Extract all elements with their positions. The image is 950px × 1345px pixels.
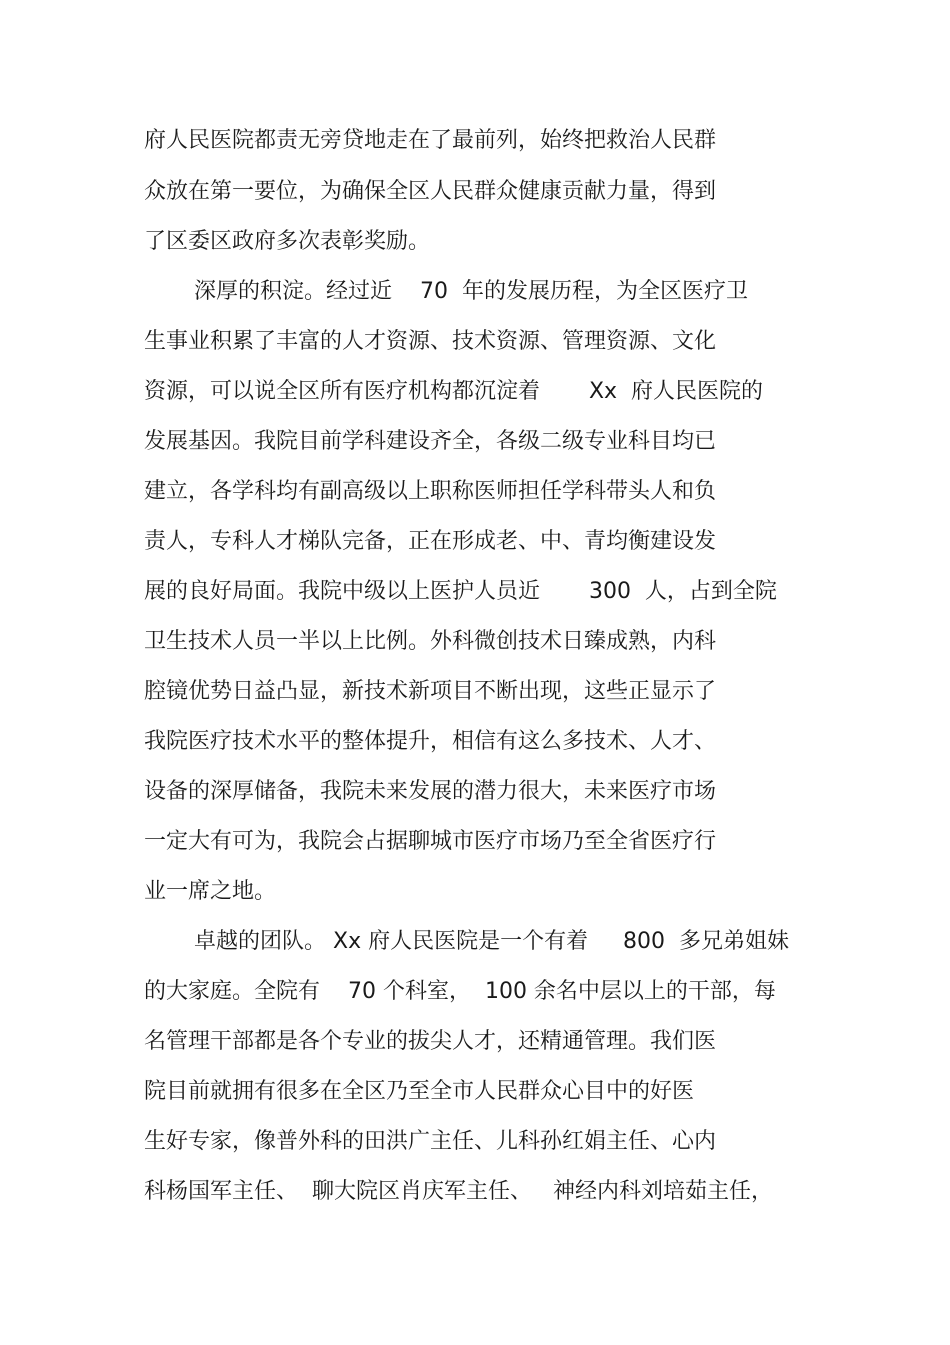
text-line: 腔镜优势日益凸显，新技术新项目不断出现，这些正显示了 [144,679,717,704]
text-line: 我院医疗技术水平的整体提升，相信有这么多技术、人才、 [144,729,717,754]
text-line: 科杨国军主任、 聊大院区肖庆军主任、 神经内科刘培茹主任， [144,1179,773,1204]
paragraph-start-line: 卓越的团队。 Xx 府人民医院是一个有着 800 多兄弟姐妹 [194,929,790,954]
text-line: 设备的深厚储备，我院未来发展的潜力很大，未来医疗市场 [144,779,717,804]
text-line: 业一席之地。 [144,879,277,904]
text-line: 生好专家，像普外科的田洪广主任、儿科孙红娟主任、心内 [144,1129,717,1154]
text-line: 的大家庭。全院有 70 个科室， 100 余名中层以上的干部，每 [144,979,776,1004]
paragraph-start-line: 深厚的积淀。经过近 70 年的发展历程，为全区医疗卫 [194,279,748,304]
text-line: 了区委区政府多次表彰奖励。 [144,229,431,254]
text-line: 众放在第一要位，为确保全区人民群众健康贡献力量，得到 [144,179,717,204]
text-line: 府人民医院都责无旁贷地走在了最前列，始终把救治人民群 [144,128,717,153]
text-line: 名管理干部都是各个专业的拔尖人才，还精通管理。我们医 [144,1029,717,1054]
text-line: 展的良好局面。我院中级以上医护人员近 300 人，占到全院 [144,579,777,604]
text-line: 院目前就拥有很多在全区乃至全市人民群众心目中的好医 [144,1079,695,1104]
text-line: 建立，各学科均有副高级以上职称医师担任学科带头人和负 [144,479,717,504]
text-line: 一定大有可为，我院会占据聊城市医疗市场乃至全省医疗行 [144,829,717,854]
text-line: 资源，可以说全区所有医疗机构都沉淀着 Xx 府人民医院的 [144,379,764,404]
text-line: 责人，专科人才梯队完备，正在形成老、中、青均衡建设发 [144,529,717,554]
text-line: 生事业积累了丰富的人才资源、技术资源、管理资源、文化 [144,329,717,354]
text-line: 发展基因。我院目前学科建设齐全，各级二级专业科目均已 [144,429,717,454]
text-line: 卫生技术人员一半以上比例。外科微创技术日臻成熟，内科 [144,629,717,654]
